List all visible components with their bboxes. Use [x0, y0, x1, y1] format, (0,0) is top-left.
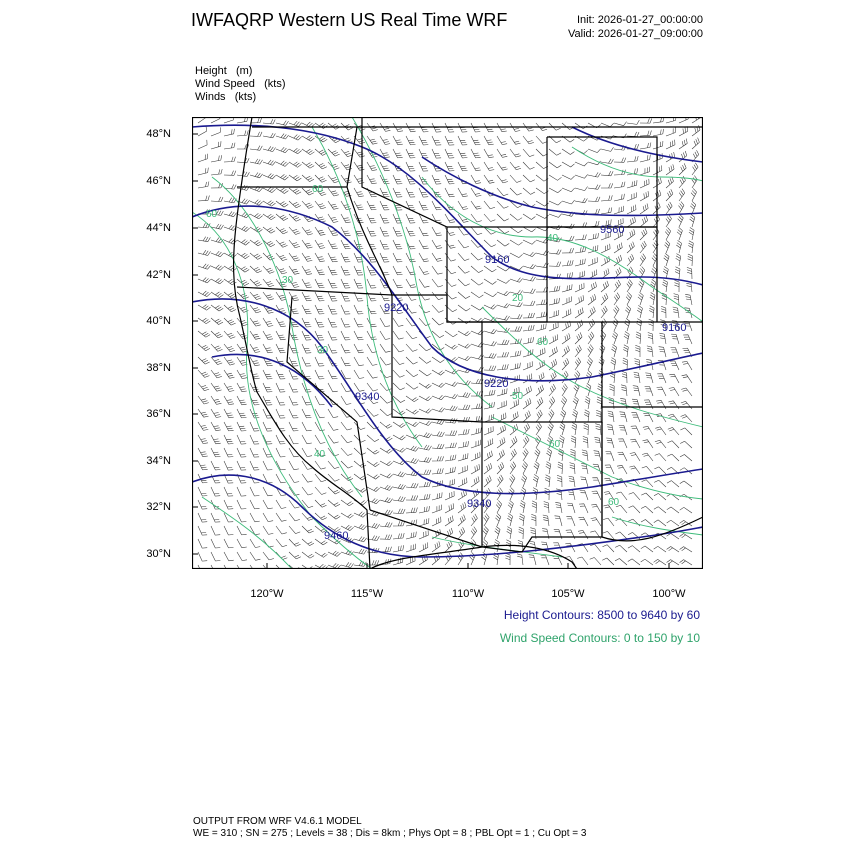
model-output-note: OUTPUT FROM WRF V4.6.1 MODEL: [193, 816, 362, 827]
height-contours-legend: Height Contours: 8500 to 9640 by 60: [503, 608, 700, 622]
lat-tick-36: 36°N: [146, 408, 171, 420]
lon-tick-120: 120°W: [250, 588, 284, 600]
lat-tick-30: 30°N: [146, 548, 171, 560]
lat-tick-48: 48°N: [146, 128, 171, 140]
wind-label: 20: [512, 293, 524, 304]
field-wind-speed-label: Wind Speed (kts): [195, 78, 286, 90]
wind-label: 40: [314, 449, 326, 460]
height-label: 9220: [384, 302, 409, 314]
lat-tick-34: 34°N: [146, 455, 171, 467]
height-label: 9340: [355, 391, 380, 403]
wrf-map: [192, 117, 703, 569]
height-label: 9220: [484, 378, 509, 390]
init-time: Init: 2026-01-27_00:00:00: [577, 14, 703, 26]
height-label: 9160: [662, 322, 687, 334]
wind-label: 50: [512, 391, 524, 402]
map-background: [192, 117, 703, 569]
lon-tick-115: 115°W: [350, 588, 384, 600]
lat-tick-46: 46°N: [146, 175, 171, 187]
wind-label: 60: [206, 209, 218, 220]
lon-tick-100: 100°W: [652, 588, 686, 600]
height-label: 9160: [485, 254, 510, 266]
wind-speed-contours-legend: Wind Speed Contours: 0 to 150 by 10: [499, 631, 700, 645]
wind-label: 40: [547, 233, 559, 244]
height-label: 9560: [600, 224, 625, 236]
lon-tick-110: 110°W: [451, 588, 485, 600]
field-height-label: Height (m): [195, 65, 253, 77]
wind-label: 60: [312, 184, 324, 195]
lat-tick-38: 38°N: [146, 362, 171, 374]
wind-label: 60: [537, 337, 549, 348]
wind-label: 60: [549, 439, 561, 450]
wind-label: 30: [317, 345, 329, 356]
lon-tick-105: 105°W: [551, 588, 585, 600]
wind-label: 60: [608, 497, 620, 508]
field-winds-label: Winds (kts): [195, 91, 257, 103]
lat-tick-44: 44°N: [146, 222, 171, 234]
wind-label: 30: [282, 275, 294, 286]
height-label: 9340: [467, 498, 492, 510]
model-config-note: WE = 310 ; SN = 275 ; Levels = 38 ; Dis = 8km ; Phys Opt = 8 ; PBL Opt = 1 ; Cu Opt = 3: [193, 828, 587, 839]
plot-title: IWFAQRP Western US Real Time WRF: [191, 10, 508, 30]
lat-tick-32: 32°N: [146, 501, 171, 513]
height-label: 9460: [324, 530, 349, 542]
lat-tick-40: 40°N: [146, 315, 171, 327]
lat-tick-42: 42°N: [146, 269, 171, 281]
valid-time: Valid: 2026-01-27_09:00:00: [568, 28, 703, 40]
